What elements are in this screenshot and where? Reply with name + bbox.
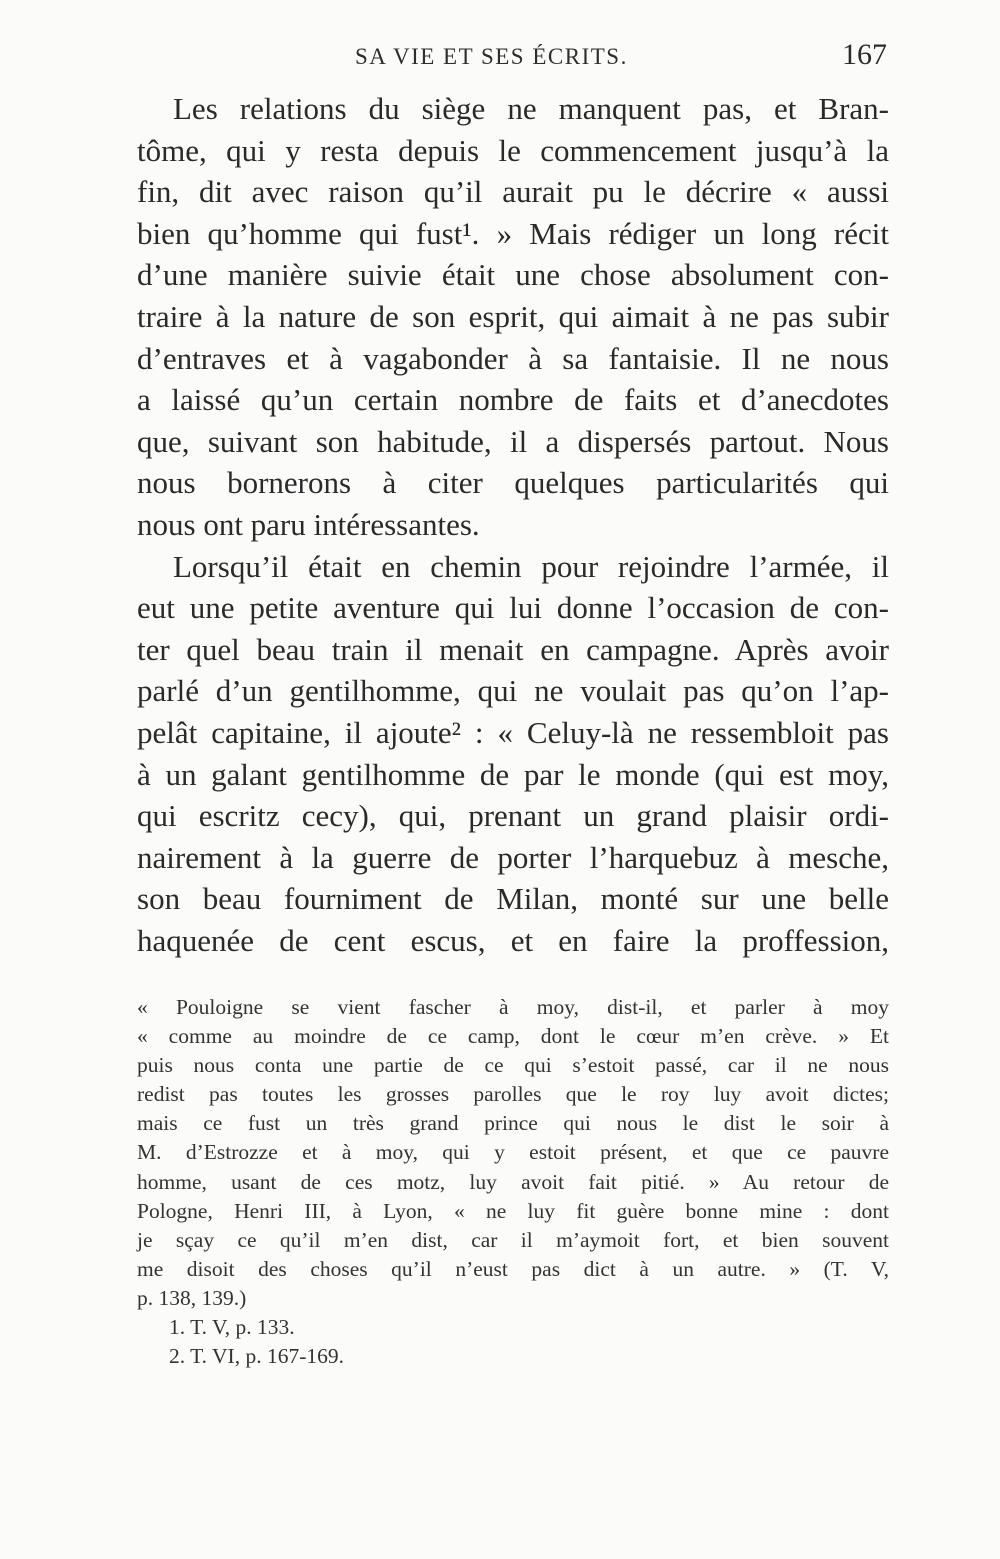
body-line: son beau fourniment de Milan, monté sur une belle: [137, 881, 889, 917]
note-line: « Pouloigne se vient fascher à moy, dist-il, et parler à moy: [137, 995, 889, 1019]
footnote-1: 1. T. V, p. 133.: [169, 1315, 295, 1340]
body-line: nous ont paru intéressantes.: [137, 506, 480, 542]
body-line: d’une manière suivie était une chose absolument con-: [137, 257, 889, 293]
footnote-2: 2. T. VI, p. 167-169.: [169, 1344, 344, 1369]
body-line: tôme, qui y resta depuis le commencement jusqu’à la: [137, 132, 889, 168]
body-line: pelât capitaine, il ajoute² : « Celuy-là ne ressembloit pas: [137, 714, 889, 750]
body-line: parlé d’un gentilhomme, qui ne voulait pas qu’on l’ap-: [137, 673, 889, 709]
body-line: nairement à la guerre de porter l’harquebuz à mesche,: [137, 839, 889, 875]
note-line: je sçay ce qu’il m’en dist, car il m’aymoit fort, et bien souvent: [137, 1227, 889, 1252]
note-line: mais ce fust un très grand prince qui nous le dist le soir à: [137, 1111, 889, 1136]
body-line: d’entraves et à vagabonder à sa fantaisie. Il ne nous: [137, 340, 889, 376]
page-number: 167: [842, 38, 887, 71]
note-line: homme, usant de ces motz, luy avoit fait pitié. » Au retour de: [137, 1169, 889, 1194]
note-line: M. d’Estrozze et à moy, qui y estoit présent, et que ce pauvre: [137, 1140, 889, 1165]
body-line: ter quel beau train il menait en campagne. Après avoir: [137, 631, 889, 667]
body-line: à un galant gentilhomme de par le monde (qui est moy,: [137, 756, 889, 792]
body-line: haquenée de cent escus, et en faire la proffession,: [137, 922, 889, 958]
footnotes: [137, 993, 889, 1371]
body-line: Lorsqu’il était en chemin pour rejoindre l’armée, il: [173, 548, 889, 584]
body-line: a laissé qu’un certain nombre de faits et d’anecdotes: [137, 382, 889, 418]
body-line: bien qu’homme qui fust¹. » Mais rédiger un long récit: [137, 215, 889, 251]
note-line: Pologne, Henri III, à Lyon, « ne luy fit guère bonne mine : dont: [137, 1198, 889, 1223]
running-title: SA VIE ET SES ÉCRITS.: [355, 44, 628, 69]
running-head: [137, 38, 889, 78]
note-line: me disoit des choses qu’il n’eust pas dict à un autre. » (T. V,: [137, 1256, 889, 1281]
body-line: traire à la nature de son esprit, qui aimait à ne pas subir: [137, 298, 889, 334]
body-line: fin, dit avec raison qu’il aurait pu le décrire « aussi: [137, 174, 889, 210]
body-line: Les relations du siège ne manquent pas, et Bran-: [173, 91, 889, 126]
note-line: puis nous conta une partie de ce qui s’estoit passé, car il ne nous: [137, 1053, 889, 1078]
body-line: eut une petite aventure qui lui donne l’occasion de con-: [137, 590, 889, 626]
note-line: redist pas toutes les grosses parolles que le roy luy avoit dictes;: [137, 1082, 889, 1107]
note-line: p. 138, 139.): [137, 1285, 247, 1310]
body-line: nous bornerons à citer quelques particularités qui: [137, 465, 889, 501]
note-line: « comme au moindre de ce camp, dont le cœur m’en crève. » Et: [137, 1024, 889, 1049]
body-line: que, suivant son habitude, il a dispersés partout. Nous: [137, 423, 889, 459]
main-text: [137, 88, 889, 961]
body-line: qui escritz cecy), qui, prenant un grand plaisir ordi-: [137, 798, 889, 834]
